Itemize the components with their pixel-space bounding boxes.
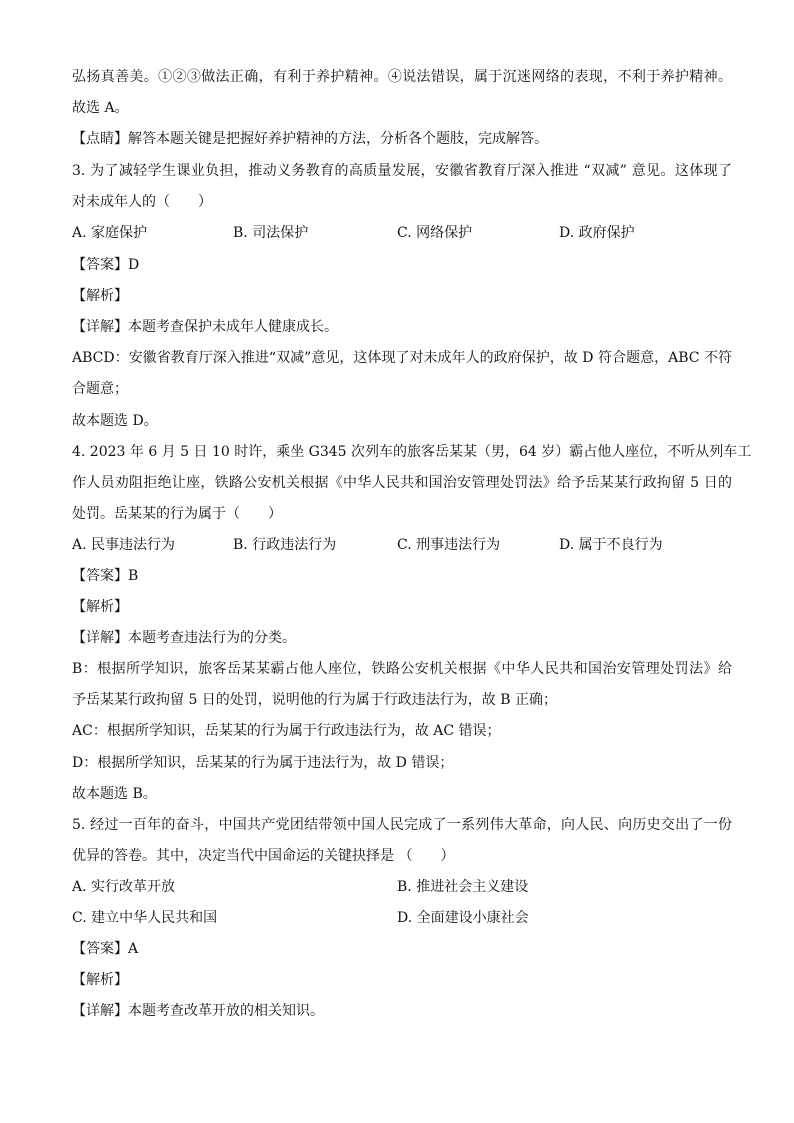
q3-option-b: B. 司法保护: [233, 225, 309, 241]
q5-option-a: A. 实行改革开放: [72, 879, 176, 895]
q5-option-b: B. 推进社会主义建设: [397, 879, 529, 895]
q5-detail: 【详解】本题考查改革开放的相关知识。: [72, 1003, 324, 1019]
q4-option-c: C. 刑事违法行为: [397, 537, 501, 553]
q5-option-d: D. 全面建设小康社会: [397, 910, 529, 926]
q4-detail-b-cont: 予岳某某行政拘留 5 日的处罚，说明他的行为属于行政违法行为，故 B 正确；: [72, 692, 557, 708]
q4-conclusion: 故本题选 B。: [72, 786, 157, 802]
question-3-options: [72, 223, 732, 243]
q3-conclusion: 故本题选 D。: [72, 413, 158, 429]
q3-detail-text-cont: 合题意；: [72, 381, 128, 397]
q5-option-c: C. 建立中华人民共和国: [72, 910, 218, 926]
q4-analysis-label: 【解析】: [72, 599, 128, 615]
question-3-stem: 3. 为了减轻学生课业负担，推动义务教育的高质量发展，安徽省教育厅深入推进 “双减” 意见。这体现了: [72, 163, 732, 179]
question-5-stem: 5. 经过一百年的奋斗，中国共产党团结带领中国人民完成了一系列伟大革命，向人民、向历史交出了一份: [72, 817, 732, 833]
answer-explanation-q2: 弘扬真善美。①②③做法正确，有利于养护精神。④说法错误，属于沉迷网络的表现，不利于养护精神。: [72, 69, 732, 85]
question-5-stem-cont: 优异的答卷。其中，决定当代中国命运的关键抉择是 （ ）: [72, 848, 455, 864]
question-4-stem-end: 处罚。岳某某的行为属于（ ）: [72, 506, 282, 522]
q3-analysis-label: 【解析】: [72, 288, 128, 304]
q3-detail-text: ABCD：安徽省教育厅深入推进“双减”意见，这体现了对未成年人的政府保护，故 D 符合题意，ABC 不符: [72, 350, 732, 366]
question-3-stem-cont: 对未成年人的（ ）: [72, 194, 212, 210]
q3-detail: 【详解】本题考查保护未成年人健康成长。: [72, 319, 338, 335]
q4-option-a: A. 民事违法行为: [72, 537, 176, 553]
q3-option-d: D. 政府保护: [559, 225, 635, 241]
question-5-options-row2: [72, 908, 732, 928]
q4-detail-d: D：根据所学知识，岳某某的行为属于违法行为，故 D 错误；: [72, 755, 454, 771]
q4-option-b: B. 行政违法行为: [233, 537, 337, 553]
q5-analysis-label: 【解析】: [72, 972, 128, 988]
answer-choice-q2: 故选 A。: [72, 100, 129, 116]
q4-answer: 【答案】B: [72, 568, 139, 584]
q4-detail-b: B：根据所学知识，旅客岳某某霸占他人座位，铁路公安机关根据《中华人民共和国治安管理处罚法》给: [72, 661, 732, 677]
comment-q2: 【点睛】解答本题关键是把握好养护精神的方法，分析各个题肢，完成解答。: [72, 131, 548, 147]
q3-option-a: A. 家庭保护: [72, 225, 148, 241]
q4-detail-ac: AC：根据所学知识，岳某某的行为属于行政违法行为，故 AC 错误；: [72, 723, 501, 739]
q3-answer: 【答案】D: [72, 257, 140, 273]
question-4-stem: 4. 2023 年 6 月 5 日 10 时许，乘坐 G345 次列车的旅客岳某某（男，64 岁）霸占他人座位，不听从列车工: [72, 444, 752, 460]
q4-option-d: D. 属于不良行为: [559, 537, 663, 553]
q5-answer: 【答案】A: [72, 941, 139, 957]
q3-option-c: C. 网络保护: [397, 225, 473, 241]
question-5-options-row1: [72, 877, 732, 897]
question-4-stem-cont: 作人员劝阻拒绝让座，铁路公安机关根据《中华人民共和国治安管理处罚法》给予岳某某行政拘留 5 日的: [72, 475, 732, 491]
question-4-options: [72, 535, 732, 555]
q4-detail: 【详解】本题考查违法行为的分类。: [72, 630, 296, 646]
